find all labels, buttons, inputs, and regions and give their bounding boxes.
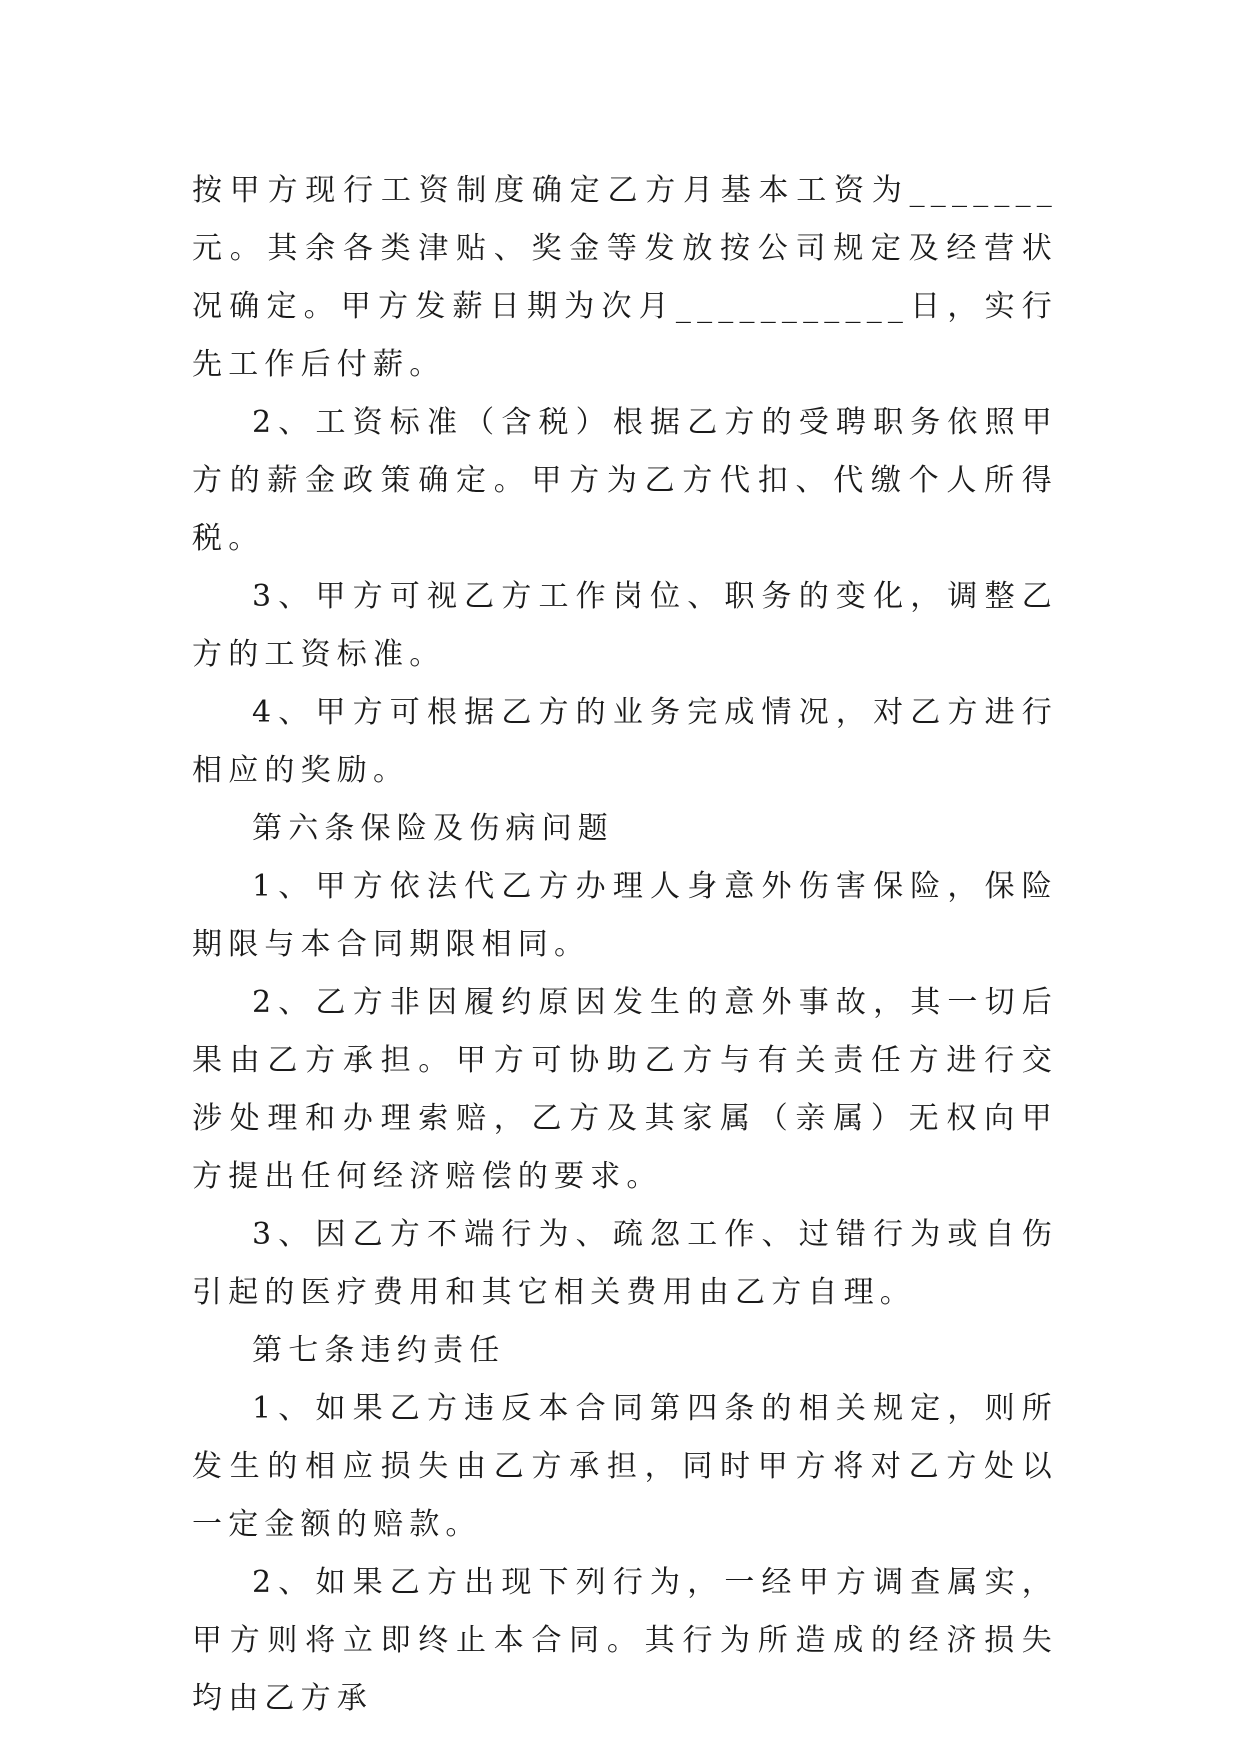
paragraph-reward: 4、甲方可根据乙方的业务完成情况，对乙方进行相应的奖励。: [192, 695, 1058, 788]
section-heading-insurance: 第六条保险及伤病问题: [252, 811, 614, 846]
paragraph-termination: 2、如果乙方出现下列行为，一经甲方调查属实，甲方则将立即终止本合同。其行为所造成的经济损失均由乙方承: [192, 1565, 1058, 1716]
paragraph-salary: 按甲方现行工资制度确定乙方月基本工资为_______元。其余各类津贴、奖金等发放按公司规定及经营状况确定。甲方发薪日期为次月___________日，实行先工作后付薪。: [192, 173, 1058, 382]
document-body: [192, 162, 1058, 1728]
paragraph-wage-standard: 2、工资标准（含税）根据乙方的受聘职务依照甲方的薪金政策确定。甲方为乙方代扣、代缴个人所得税。: [192, 405, 1058, 556]
section-heading-liability: 第七条违约责任: [252, 1333, 506, 1368]
paragraph-accident: 2、乙方非因履约原因发生的意外事故，其一切后果由乙方承担。甲方可协助乙方与有关责任方进行交涉处理和办理索赔，乙方及其家属（亲属）无权向甲方提出任何经济赔偿的要求。: [192, 985, 1058, 1194]
paragraph-wage-adjustment: 3、甲方可视乙方工作岗位、职务的变化，调整乙方的工资标准。: [192, 579, 1058, 672]
paragraph-breach: 1、如果乙方违反本合同第四条的相关规定，则所发生的相应损失由乙方承担，同时甲方将对乙方处以一定金额的赔款。: [192, 1391, 1058, 1542]
paragraph-insurance: 1、甲方依法代乙方办理人身意外伤害保险，保险期限与本合同期限相同。: [192, 869, 1058, 962]
paragraph-medical-costs: 3、因乙方不端行为、疏忽工作、过错行为或自伤引起的医疗费用和其它相关费用由乙方自理。: [192, 1217, 1058, 1310]
